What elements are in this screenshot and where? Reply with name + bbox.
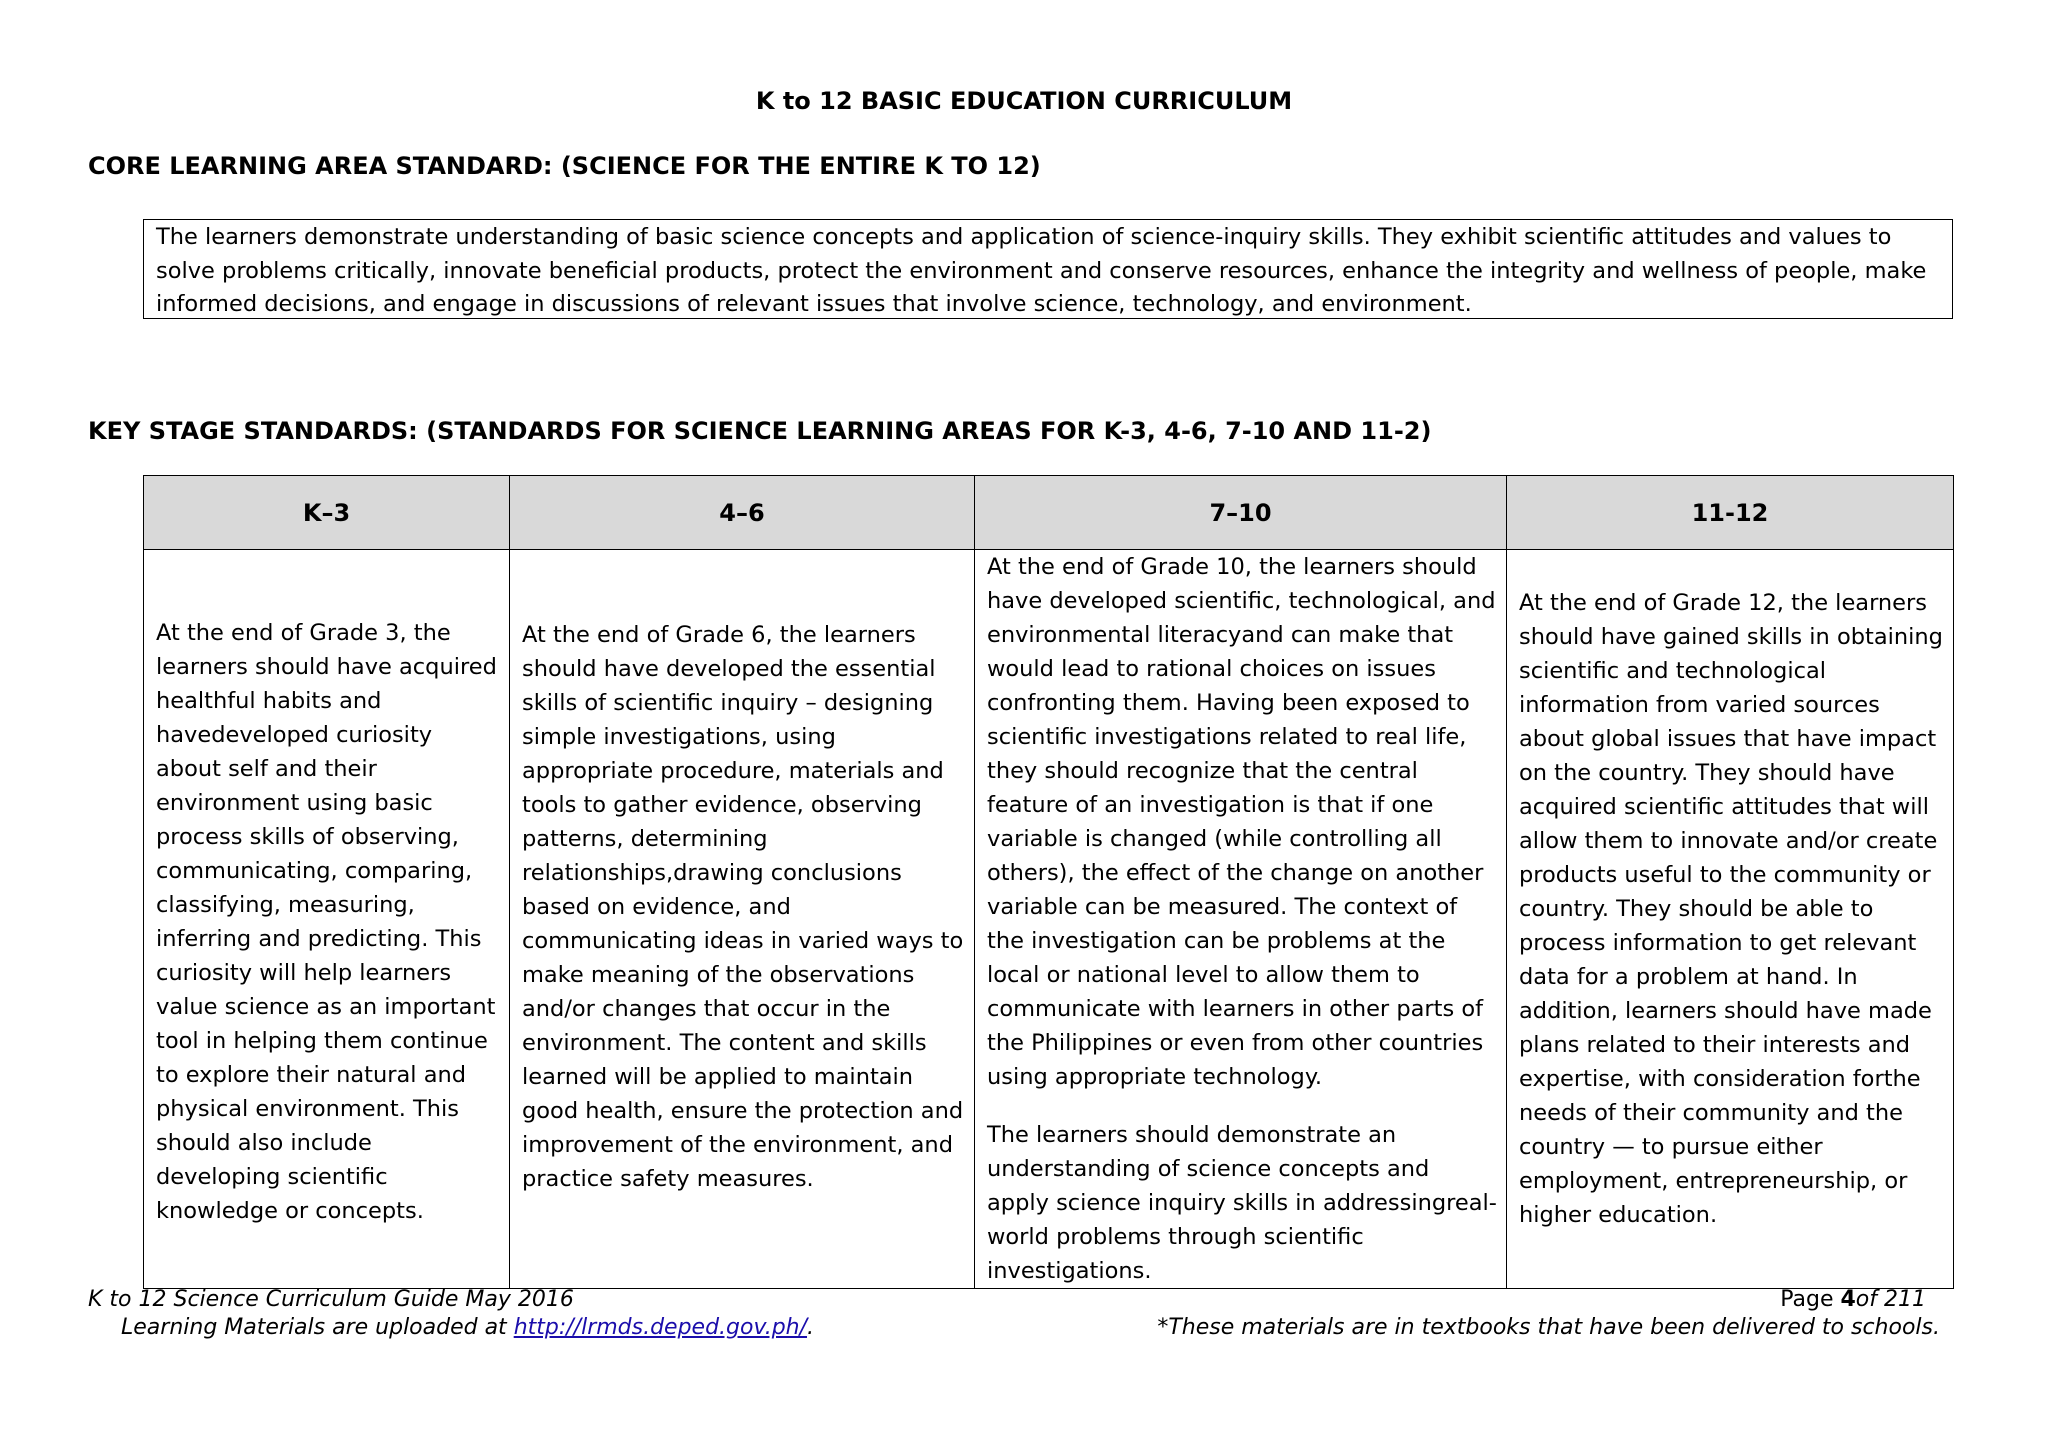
core-standard-heading: CORE LEARNING AREA STANDARD: (SCIENCE FOR THE ENTIRE K TO 12) xyxy=(88,152,1041,180)
cell-4-6 xyxy=(510,550,975,1289)
cell-k3 xyxy=(144,550,510,1289)
cell-7-10 xyxy=(975,550,1507,1289)
key-stage-table xyxy=(143,475,1954,1289)
page-number: 4 xyxy=(1840,1287,1856,1312)
column-header-11-12: 11-12 xyxy=(1507,476,1954,550)
column-header-k3: K–3 xyxy=(144,476,510,550)
page-indicator xyxy=(1780,1286,1926,1314)
cell-7-10-paragraph-1: At the end of Grade 10, the learners should have developed scientific, technological, and environmental literacyand can make that would lead to rational choices on issues confronting them. Having been exposed to scientific investigations related to real life, they should recognize that the central feature of an investigation is that if one variable is changed (while controlling all others), the effect of the change on another variable can be measured. The context of the investigation can be problems at the local or national level to allow them to communicate with learners in other parts of the Philippines or even from other countries using appropriate technology. xyxy=(987,554,1496,1090)
document-title: K to 12 BASIC EDUCATION CURRICULUM xyxy=(755,87,1293,115)
footer-upload-note xyxy=(121,1314,814,1342)
footer-upload-prefix: Learning Materials are uploaded at xyxy=(121,1315,514,1340)
column-header-4-6: 4–6 xyxy=(510,476,975,550)
table-row xyxy=(144,550,1954,1289)
page-total: of 211 xyxy=(1855,1287,1926,1312)
cell-11-12-text: At the end of Grade 12, the learners should have gained skills in obtaining scientific and technological information from varied sources about global issues that have impact on the country. They should have acquired scientific attitudes that will allow them to innovate and/or create products useful to the community or country. They should be able to process information to get relevant data for a problem at hand. In addition, learners should have made plans related to their interests and expertise, with consideration forthe needs of their community and the country — to pursue either employment, entrepreneurship, or higher education. xyxy=(1519,590,1943,1228)
cell-7-10-paragraph-2: The learners should demonstrate an understanding of science concepts and apply science inquiry skills in addressingreal-world problems through scientific investigations. xyxy=(987,1122,1497,1284)
footer-textbook-note: *These materials are in textbooks that have been delivered to schools. xyxy=(1157,1315,1940,1340)
cell-7-10-content xyxy=(975,550,1506,1288)
footer-upload-suffix: . xyxy=(807,1315,815,1340)
core-standard-text: The learners demonstrate understanding of basic science concepts and application of science-inquiry skills. They exhibit scientific attitudes and values to solve problems critically, innovate beneficial products, protect the environment and conserve resources, enhance the integrity and wellness of people, make informed decisions, and engage in discussions of relevant issues that involve science, technology, and environment. xyxy=(156,224,1927,317)
footer-guide-title: K to 12 Science Curriculum Guide May 2016 xyxy=(88,1287,574,1312)
cell-11-12 xyxy=(1507,550,1954,1289)
lrmds-link[interactable]: http://lrmds.deped.gov.ph/ xyxy=(513,1315,808,1340)
core-standard-box xyxy=(143,219,1953,319)
column-header-7-10: 7–10 xyxy=(975,476,1507,550)
page-label: Page xyxy=(1780,1287,1841,1312)
cell-k3-text: At the end of Grade 3, the learners should have acquired healthful habits and havedeveloped curiosity about self and their environment using basic process skills of observing, communicating, comparing, classifying, measuring, inferring and predicting. This curiosity will help learners value science as an important tool in helping them continue to explore their natural and physical environment. This should also include developing scientific knowledge or concepts. xyxy=(156,620,497,1224)
table-header-row xyxy=(144,476,1954,550)
key-stage-heading: KEY STAGE STANDARDS: (STANDARDS FOR SCIENCE LEARNING AREAS FOR K-3, 4-6, 7-10 AND 11-2) xyxy=(88,417,1432,445)
cell-4-6-text: At the end of Grade 6, the learners should have developed the essential skills of scientific inquiry – designing simple investigations, using appropriate procedure, materials and tools to gather evidence, observing patterns, determining relationships,drawing conclusions based on evidence, and communicating ideas in varied ways to make meaning of the observations and/or changes that occur in the environment. The content and skills learned will be applied to maintain good health, ensure the protection and improvement of the environment, and practice safety measures. xyxy=(522,622,964,1192)
